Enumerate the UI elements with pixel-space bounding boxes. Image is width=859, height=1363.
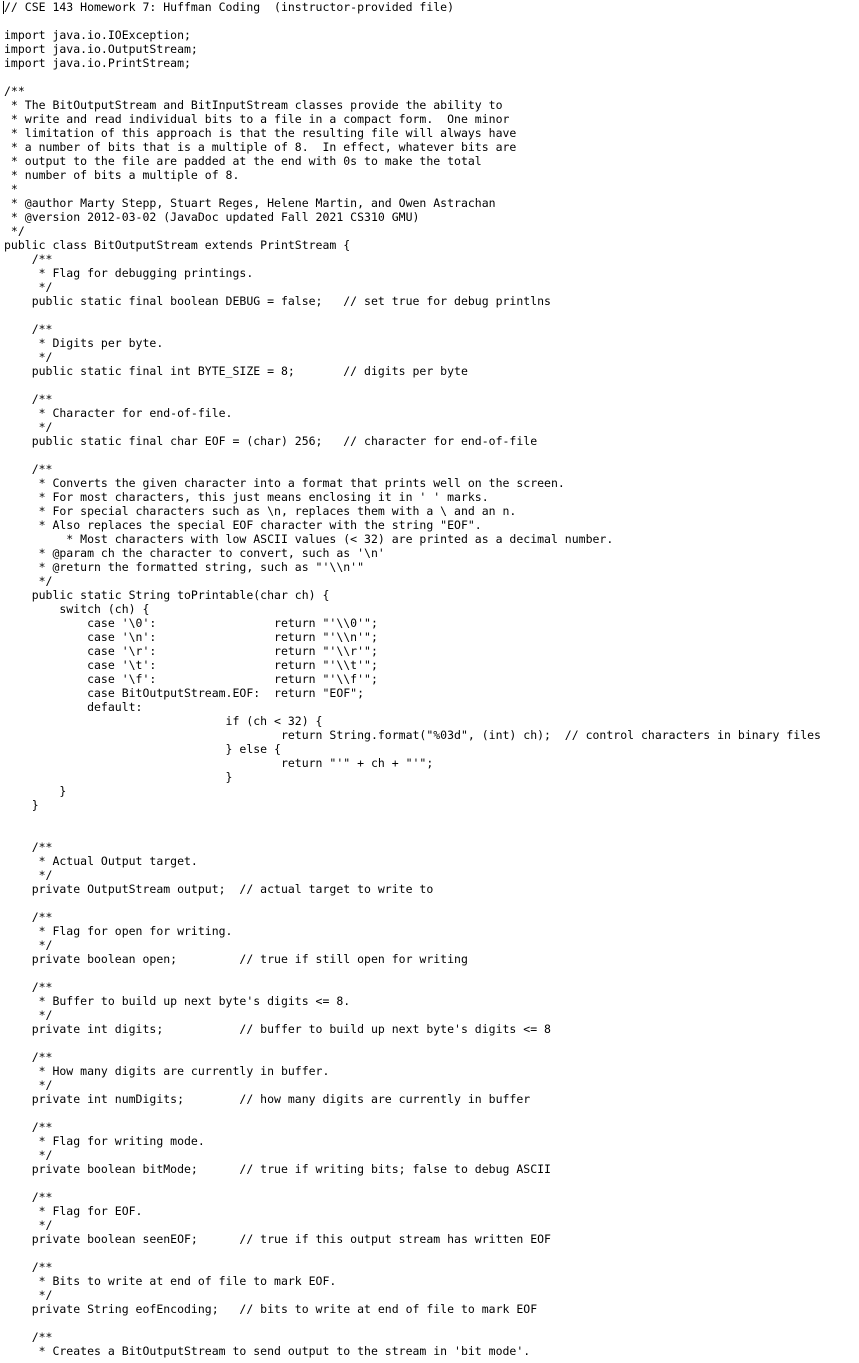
code-line[interactable]: public class BitOutputStream extends PrintStream { <box>4 238 351 252</box>
code-line[interactable]: /** <box>4 980 53 994</box>
code-line[interactable]: * How many digits are currently in buffer. <box>4 1064 330 1078</box>
code-line[interactable]: case '\t': return "'\\t'"; <box>4 658 378 672</box>
code-line[interactable]: */ <box>4 1008 53 1022</box>
code-line[interactable]: */ <box>4 350 53 364</box>
code-line[interactable]: /** <box>4 840 53 854</box>
code-line[interactable]: * @author Marty Stepp, Stuart Reges, Helene Martin, and Owen Astrachan <box>4 196 496 210</box>
code-line[interactable]: private boolean seenEOF; // true if this output stream has written EOF <box>4 1232 551 1246</box>
code-line[interactable]: * Flag for writing mode. <box>4 1134 205 1148</box>
code-line[interactable]: /** <box>4 1050 53 1064</box>
code-line[interactable]: default: <box>4 700 143 714</box>
code-line[interactable]: /** <box>4 1330 53 1344</box>
code-line[interactable]: * @param ch the character to convert, such as '\n' <box>4 546 385 560</box>
code-line[interactable]: * @version 2012-03-02 (JavaDoc updated Fall 2021 CS310 GMU) <box>4 210 420 224</box>
code-line[interactable] <box>4 896 859 910</box>
text-cursor <box>3 1 4 14</box>
code-line[interactable]: * write and read individual bits to a file in a compact form. One minor <box>4 112 510 126</box>
code-line[interactable]: /** <box>4 84 25 98</box>
code-line[interactable]: } <box>4 770 233 784</box>
code-line[interactable]: public static final char EOF = (char) 256; // character for end-of-file <box>4 434 538 448</box>
code-line[interactable]: } else { <box>4 742 281 756</box>
code-line[interactable]: /** <box>4 910 53 924</box>
code-line[interactable]: * Creates a BitOutputStream to send output to the stream in 'bit mode'. <box>4 1344 531 1358</box>
code-line[interactable] <box>4 448 859 462</box>
code-line[interactable]: private String eofEncoding; // bits to write at end of file to mark EOF <box>4 1302 538 1316</box>
code-line[interactable]: /** <box>4 252 53 266</box>
code-line[interactable]: private boolean bitMode; // true if writing bits; false to debug ASCII <box>4 1162 551 1176</box>
code-line[interactable] <box>4 1246 859 1260</box>
code-line[interactable]: return String.format("%03d", (int) ch); // control characters in binary files <box>4 728 821 742</box>
code-line[interactable]: if (ch < 32) { <box>4 714 323 728</box>
code-line[interactable]: public static final boolean DEBUG = false; // set true for debug printlns <box>4 294 551 308</box>
code-line[interactable]: * Buffer to build up next byte's digits <= 8. <box>4 994 351 1008</box>
code-line[interactable]: } <box>4 798 39 812</box>
code-line[interactable] <box>4 1106 859 1120</box>
code-line[interactable] <box>4 1316 859 1330</box>
code-line[interactable] <box>4 70 859 84</box>
code-line[interactable] <box>4 14 859 28</box>
code-line[interactable]: */ <box>4 868 53 882</box>
code-line[interactable]: // CSE 143 Homework 7: Huffman Coding (instructor-provided file) <box>4 0 455 14</box>
code-line[interactable]: import java.io.OutputStream; <box>4 42 198 56</box>
code-line[interactable]: case BitOutputStream.EOF: return "EOF"; <box>4 686 365 700</box>
code-line[interactable]: * Flag for EOF. <box>4 1204 143 1218</box>
code-line[interactable] <box>4 812 859 826</box>
code-line[interactable]: * number of bits a multiple of 8. <box>4 168 240 182</box>
code-line[interactable]: * Digits per byte. <box>4 336 164 350</box>
code-line[interactable]: * Flag for debugging printings. <box>4 266 254 280</box>
code-line[interactable]: * Actual Output target. <box>4 854 198 868</box>
code-line[interactable]: */ <box>4 1288 53 1302</box>
code-line[interactable]: */ <box>4 938 53 952</box>
code-line[interactable]: * For special characters such as \n, replaces them with a \ and an n. <box>4 504 517 518</box>
code-line[interactable]: * Bits to write at end of file to mark EOF. <box>4 1274 337 1288</box>
code-line[interactable]: /** <box>4 392 53 406</box>
code-line[interactable]: * The BitOutputStream and BitInputStream classes provide the ability to <box>4 98 503 112</box>
code-line[interactable]: * output to the file are padded at the end with 0s to make the total <box>4 154 482 168</box>
code-line[interactable]: case '\f': return "'\\f'"; <box>4 672 378 686</box>
code-line[interactable]: case '\r': return "'\\r'"; <box>4 644 378 658</box>
code-line[interactable]: private int numDigits; // how many digits are currently in buffer <box>4 1092 531 1106</box>
code-line[interactable]: * Most characters with low ASCII values (< 32) are printed as a decimal number. <box>4 532 614 546</box>
code-line[interactable]: */ <box>4 1148 53 1162</box>
code-line[interactable]: private OutputStream output; // actual target to write to <box>4 882 434 896</box>
code-line[interactable]: */ <box>4 224 25 238</box>
code-line[interactable]: */ <box>4 1078 53 1092</box>
code-line[interactable]: case '\n': return "'\\n'"; <box>4 630 378 644</box>
code-line[interactable]: */ <box>4 1218 53 1232</box>
code-line[interactable]: private int digits; // buffer to build up next byte's digits <= 8 <box>4 1022 551 1036</box>
code-line[interactable]: * Character for end-of-file. <box>4 406 233 420</box>
code-line[interactable]: * a number of bits that is a multiple of 8. In effect, whatever bits are <box>4 140 517 154</box>
code-line[interactable]: * Flag for open for writing. <box>4 924 233 938</box>
code-line[interactable]: */ <box>4 574 53 588</box>
code-line[interactable]: * Converts the given character into a format that prints well on the screen. <box>4 476 565 490</box>
code-line[interactable]: import java.io.IOException; <box>4 28 191 42</box>
code-line[interactable] <box>4 1176 859 1190</box>
code-line[interactable]: * Also replaces the special EOF character with the string "EOF". <box>4 518 482 532</box>
code-line[interactable]: */ <box>4 280 53 294</box>
code-line[interactable]: public static String toPrintable(char ch) { <box>4 588 330 602</box>
code-line[interactable]: case '\0': return "'\\0'"; <box>4 616 378 630</box>
code-line[interactable]: return "'" + ch + "'"; <box>4 756 434 770</box>
code-line[interactable]: } <box>4 784 67 798</box>
code-line[interactable]: * @return the formatted string, such as "'\\n'" <box>4 560 365 574</box>
code-line[interactable]: * For most characters, this just means enclosing it in ' ' marks. <box>4 490 489 504</box>
code-line[interactable]: /** <box>4 462 53 476</box>
code-line[interactable]: * limitation of this approach is that the resulting file will always have <box>4 126 517 140</box>
code-line[interactable]: public static final int BYTE_SIZE = 8; // digits per byte <box>4 364 468 378</box>
code-line[interactable] <box>4 966 859 980</box>
code-line[interactable] <box>4 308 859 322</box>
code-line[interactable] <box>4 826 859 840</box>
code-line[interactable]: /** <box>4 1260 53 1274</box>
code-line[interactable] <box>4 1036 859 1050</box>
code-line[interactable]: */ <box>4 420 53 434</box>
code-line[interactable]: /** <box>4 1120 53 1134</box>
code-line[interactable]: private boolean open; // true if still open for writing <box>4 952 468 966</box>
code-line[interactable]: * <box>4 182 18 196</box>
code-line[interactable]: /** <box>4 1190 53 1204</box>
code-line[interactable] <box>4 378 859 392</box>
code-line[interactable]: import java.io.PrintStream; <box>4 56 191 70</box>
code-line[interactable]: /** <box>4 322 53 336</box>
code-line[interactable]: switch (ch) { <box>4 602 150 616</box>
